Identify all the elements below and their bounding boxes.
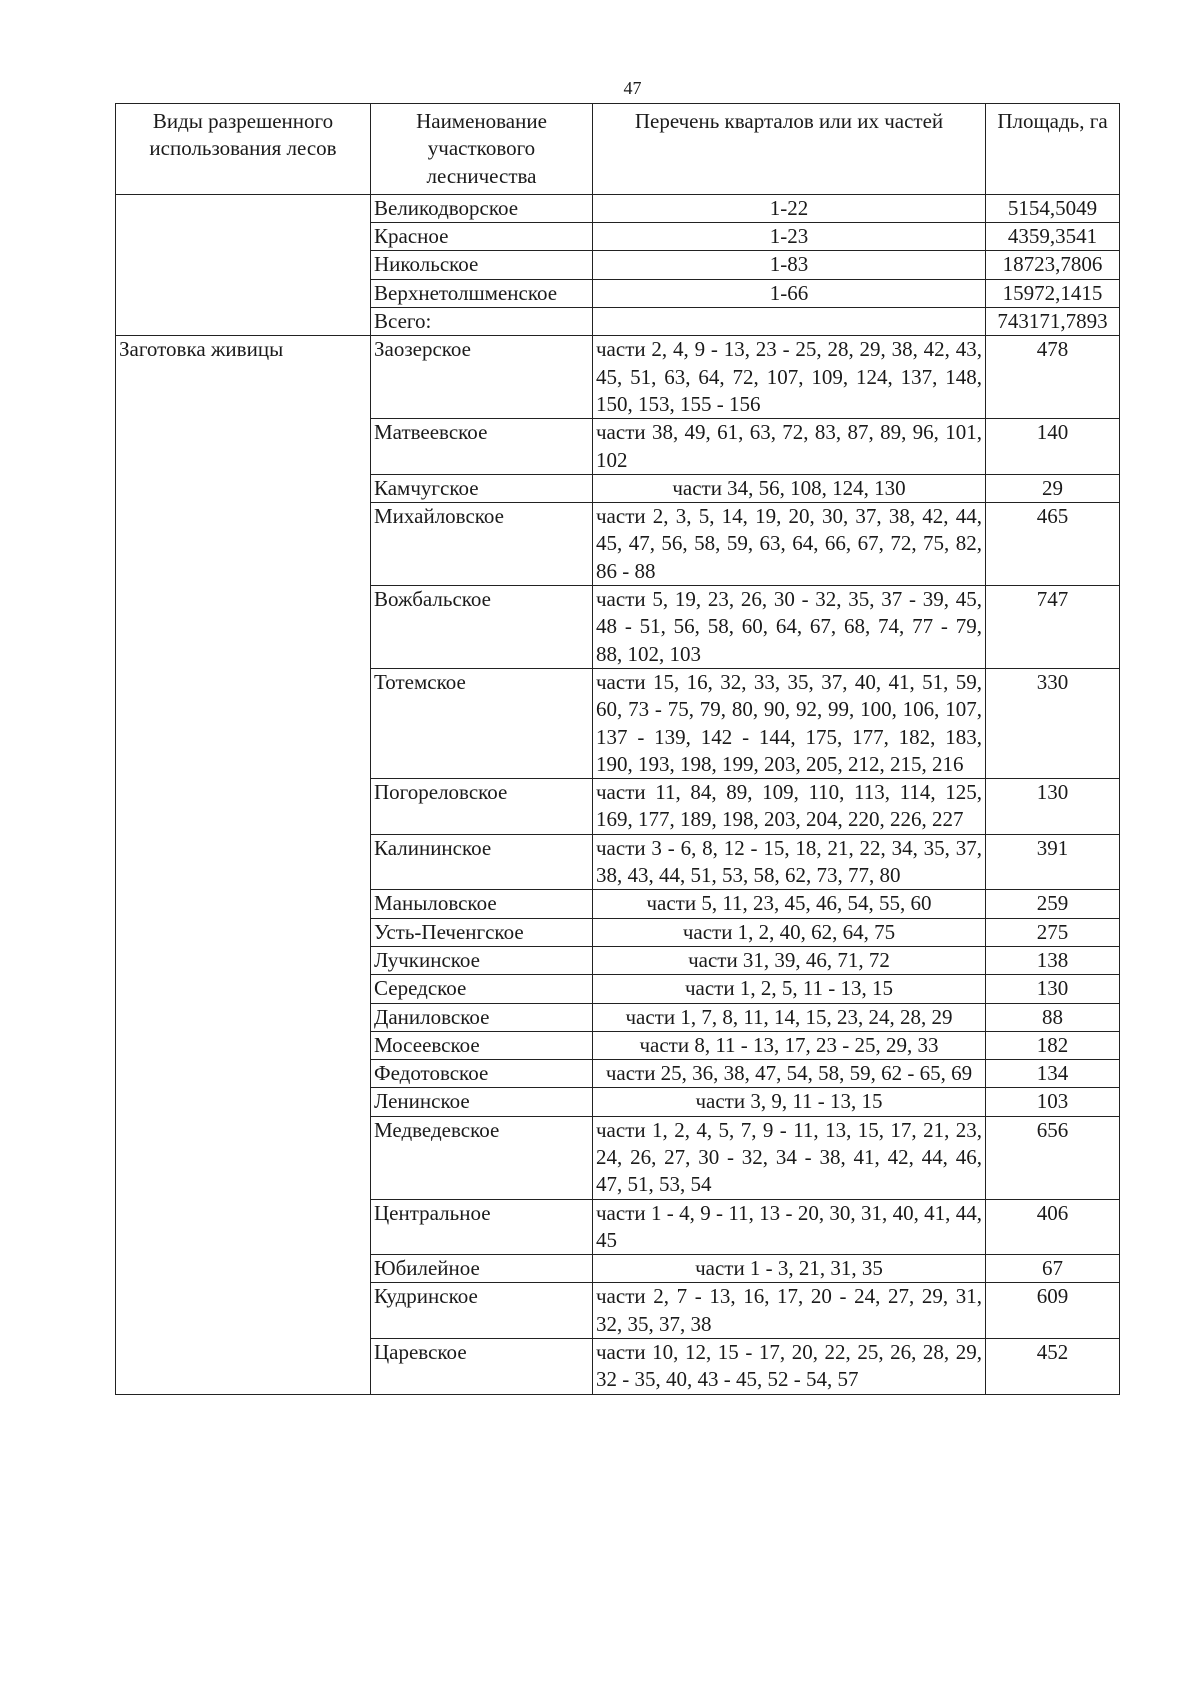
forestry-name: Федотовское — [371, 1060, 593, 1088]
area-value: 743171,7893 — [986, 308, 1120, 336]
quarters-list: части 5, 19, 23, 26, 30 - 32, 35, 37 - 39, 45, 48 - 51, 56, 58, 60, 64, 67, 68, 74, 77 - 79, 88, 102, 103 — [593, 586, 986, 669]
forestry-name: Кудринское — [371, 1283, 593, 1339]
forestry-name: Ленинское — [371, 1088, 593, 1116]
quarters-list: части 34, 56, 108, 124, 130 — [593, 474, 986, 502]
area-value: 609 — [986, 1283, 1120, 1339]
forestry-name: Погореловское — [371, 779, 593, 835]
forestry-name: Никольское — [371, 251, 593, 279]
header-forestry-name: Наименование участкового лесничества — [371, 104, 593, 195]
forestry-name: Юбилейное — [371, 1255, 593, 1283]
quarters-list: части 11, 84, 89, 109, 110, 113, 114, 125, 169, 177, 189, 198, 203, 204, 220, 226, 227 — [593, 779, 986, 835]
quarters-list: части 5, 11, 23, 45, 46, 54, 55, 60 — [593, 890, 986, 918]
forestry-name: Камчугское — [371, 474, 593, 502]
area-value: 130 — [986, 975, 1120, 1003]
area-value: 18723,7806 — [986, 251, 1120, 279]
area-value: 4359,3541 — [986, 223, 1120, 251]
area-value: 29 — [986, 474, 1120, 502]
quarters-list: 1-22 — [593, 194, 986, 222]
forestry-name: Центральное — [371, 1199, 593, 1255]
forestry-name: Середское — [371, 975, 593, 1003]
quarters-list: части 2, 3, 5, 14, 19, 20, 30, 37, 38, 42, 44, 45, 47, 56, 58, 59, 63, 64, 66, 67, 72, 75, 82, 86 - 88 — [593, 503, 986, 586]
quarters-list: 1-23 — [593, 223, 986, 251]
forestry-name: Мосеевское — [371, 1031, 593, 1059]
forest-use-table — [115, 103, 1120, 1395]
area-value: 656 — [986, 1116, 1120, 1199]
table-body — [116, 194, 1120, 1394]
forestry-name: Медведевское — [371, 1116, 593, 1199]
table-header-row — [116, 104, 1120, 195]
quarters-list: части 3, 9, 11 - 13, 15 — [593, 1088, 986, 1116]
area-value: 406 — [986, 1199, 1120, 1255]
quarters-list: части 25, 36, 38, 47, 54, 58, 59, 62 - 65, 69 — [593, 1060, 986, 1088]
forestry-name: Всего: — [371, 308, 593, 336]
forestry-name: Царевское — [371, 1339, 593, 1395]
quarters-list: части 15, 16, 32, 33, 35, 37, 40, 41, 51, 59, 60, 73 - 75, 79, 80, 90, 92, 99, 100, 106, 107, 137 - 139, 142 - 144, 175, 177, 182, 183, 190, 193, 198, 199, 203, 205, 212, 215, 216 — [593, 668, 986, 778]
area-value: 182 — [986, 1031, 1120, 1059]
forestry-name: Верхнетолшменское — [371, 279, 593, 307]
quarters-list: части 31, 39, 46, 71, 72 — [593, 946, 986, 974]
quarters-list: 1-83 — [593, 251, 986, 279]
quarters-list: части 2, 4, 9 - 13, 23 - 25, 28, 29, 38, 42, 43, 45, 51, 63, 64, 72, 107, 109, 124, 137, 148, 150, 153, 155 - 156 — [593, 336, 986, 419]
forestry-name: Вожбальское — [371, 586, 593, 669]
quarters-list: части 1, 7, 8, 11, 14, 15, 23, 24, 28, 29 — [593, 1003, 986, 1031]
forestry-name: Красное — [371, 223, 593, 251]
area-value: 478 — [986, 336, 1120, 419]
quarters-list: части 3 - 6, 8, 12 - 15, 18, 21, 22, 34, 35, 37, 38, 43, 44, 51, 53, 58, 62, 73, 77, 80 — [593, 834, 986, 890]
forestry-name: Усть-Печенгское — [371, 918, 593, 946]
forestry-name: Матвеевское — [371, 419, 593, 475]
use-type-cell-empty — [116, 194, 371, 335]
quarters-list: 1-66 — [593, 279, 986, 307]
area-value: 465 — [986, 503, 1120, 586]
forestry-name: Тотемское — [371, 668, 593, 778]
area-value: 103 — [986, 1088, 1120, 1116]
forestry-name: Михайловское — [371, 503, 593, 586]
quarters-list: части 1, 2, 5, 11 - 13, 15 — [593, 975, 986, 1003]
area-value: 134 — [986, 1060, 1120, 1088]
area-value: 452 — [986, 1339, 1120, 1395]
header-use-type: Виды разрешенного использования лесов — [116, 104, 371, 195]
area-value: 259 — [986, 890, 1120, 918]
quarters-list: части 2, 7 - 13, 16, 17, 20 - 24, 27, 29, 31, 32, 35, 37, 38 — [593, 1283, 986, 1339]
area-value: 5154,5049 — [986, 194, 1120, 222]
area-value: 747 — [986, 586, 1120, 669]
header-area: Площадь, га — [986, 104, 1120, 195]
area-value: 330 — [986, 668, 1120, 778]
page-number: 47 — [623, 78, 642, 98]
quarters-list: части 8, 11 - 13, 17, 23 - 25, 29, 33 — [593, 1031, 986, 1059]
area-value: 275 — [986, 918, 1120, 946]
quarters-list — [593, 308, 986, 336]
forestry-name: Заозерское — [371, 336, 593, 419]
area-value: 140 — [986, 419, 1120, 475]
forestry-name: Маныловское — [371, 890, 593, 918]
area-value: 138 — [986, 946, 1120, 974]
quarters-list: части 1 - 3, 21, 31, 35 — [593, 1255, 986, 1283]
area-value: 15972,1415 — [986, 279, 1120, 307]
forestry-name: Даниловское — [371, 1003, 593, 1031]
area-value: 67 — [986, 1255, 1120, 1283]
quarters-list: части 1, 2, 4, 5, 7, 9 - 11, 13, 15, 17, 21, 23, 24, 26, 27, 30 - 32, 34 - 38, 41, 42, 44, 46, 47, 51, 53, 54 — [593, 1116, 986, 1199]
forestry-name: Лучкинское — [371, 946, 593, 974]
table-row — [116, 336, 1120, 419]
table-row — [116, 194, 1120, 222]
forestry-name: Великодворское — [371, 194, 593, 222]
area-value: 130 — [986, 779, 1120, 835]
header-quarters: Перечень кварталов или их частей — [593, 104, 986, 195]
use-type-label: Заготовка живицы — [116, 336, 371, 1394]
quarters-list: части 1 - 4, 9 - 11, 13 - 20, 30, 31, 40, 41, 44, 45 — [593, 1199, 986, 1255]
area-value: 391 — [986, 834, 1120, 890]
quarters-list: части 1, 2, 40, 62, 64, 75 — [593, 918, 986, 946]
area-value: 88 — [986, 1003, 1120, 1031]
quarters-list: части 38, 49, 61, 63, 72, 83, 87, 89, 96, 101, 102 — [593, 419, 986, 475]
forestry-name: Калининское — [371, 834, 593, 890]
quarters-list: части 10, 12, 15 - 17, 20, 22, 25, 26, 28, 29, 32 - 35, 40, 43 - 45, 52 - 54, 57 — [593, 1339, 986, 1395]
